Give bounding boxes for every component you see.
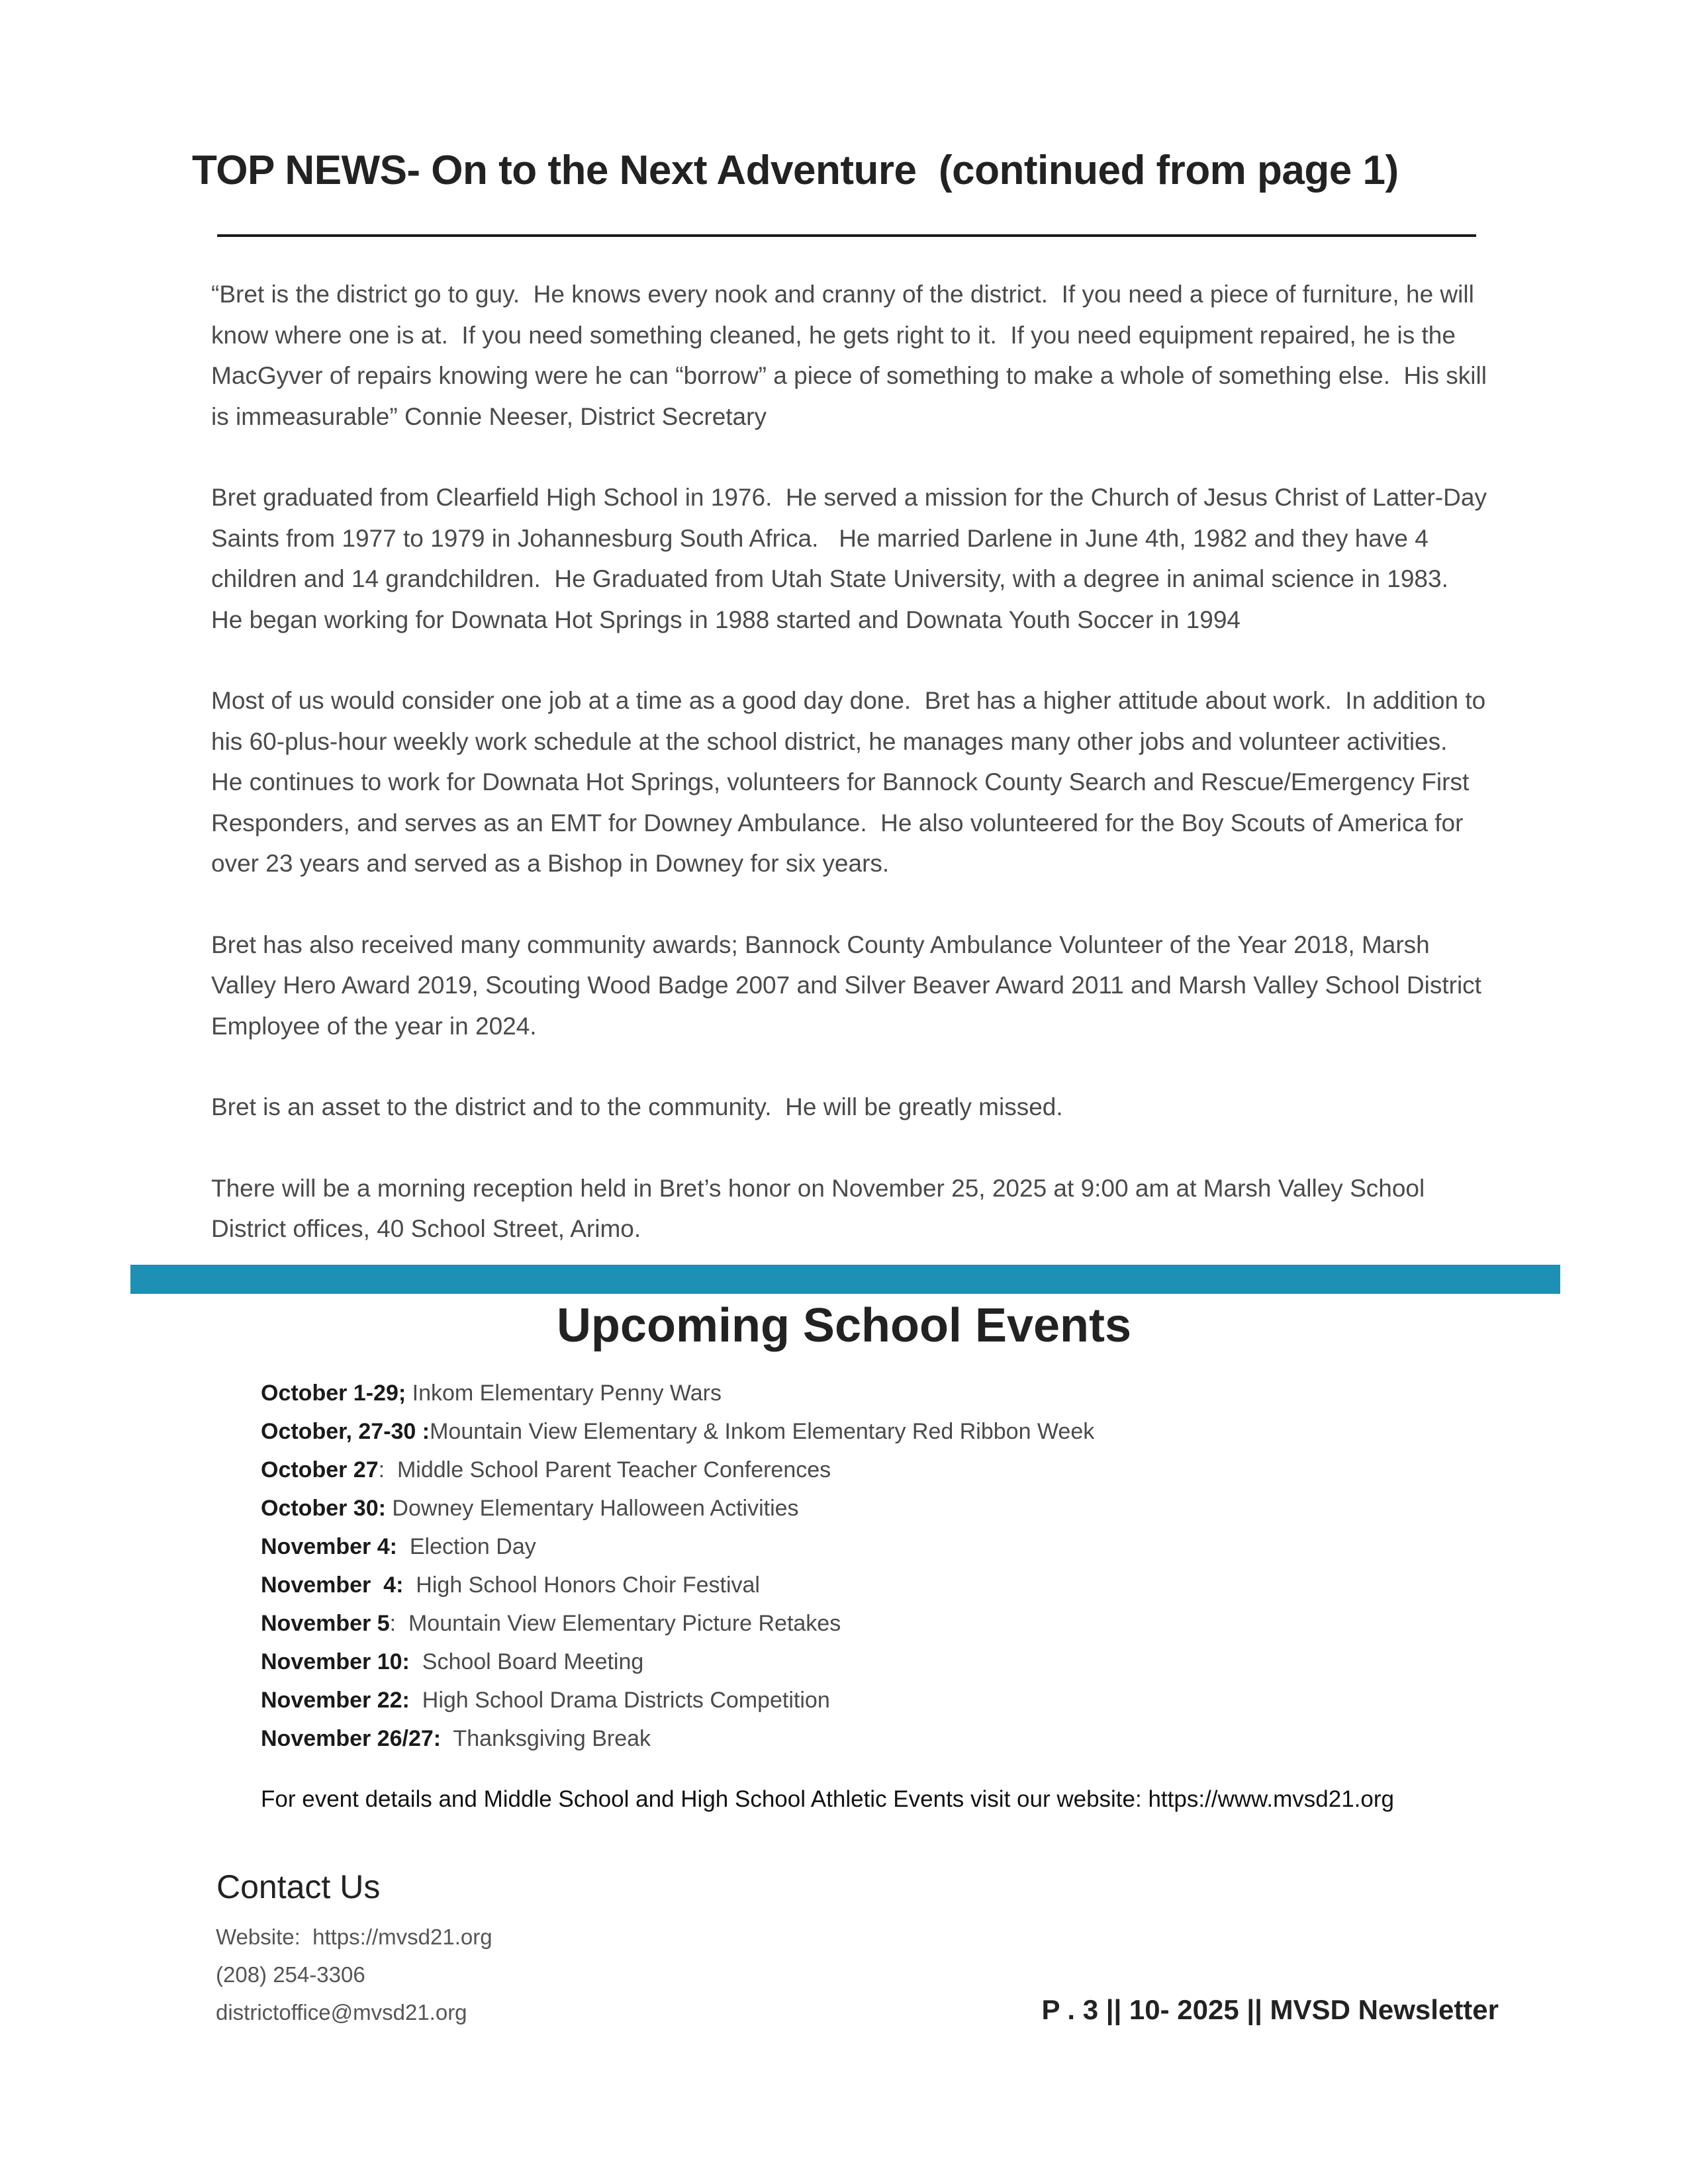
event-date: November 4: [261,1572,404,1598]
contact-email[interactable]: districtoffice@mvsd21.org [216,2000,467,2025]
event-description: High School Honors Choir Festival [403,1572,760,1598]
event-date: November 5 [261,1611,390,1636]
events-website-note: For event details and Middle School and High School Athletic Events visit our website: https://www.mvsd21.org [261,1786,1394,1812]
article-title: TOP NEWS- On to the Next Adventure (continued from page 1) [192,148,1399,193]
event-item [261,1643,1094,1681]
contact-title: Contact Us [216,1868,381,1905]
event-item [261,1566,1094,1604]
events-list [261,1374,1094,1758]
event-description: Mountain View Elementary & Inkom Elementary Red Ribbon Week [430,1419,1095,1444]
article-paragraph: Bret is an asset to the district and to the community. He will be greatly missed. [211,1093,1063,1120]
event-item [261,1719,1094,1758]
event-item [261,1412,1094,1451]
event-date: November 26/27: [261,1726,442,1751]
event-description: : Mountain View Elementary Picture Retakes [389,1611,841,1636]
contact-phone: (208) 254-3306 [216,1962,365,1987]
event-date: October 27 [261,1457,379,1482]
article-paragraph: Bret has also received many community awards; Bannock County Ambulance Volunteer of the Year 2018, Marsh Valley Hero Award 2019, Scouting Wood Badge 2007 and Silver Beaver Award 2011 and Marsh Valley School District Employee of the year in 2024. [211,931,1489,1040]
event-description: Thanksgiving Break [441,1726,651,1751]
event-description: High School Drama Districts Competition [409,1688,830,1713]
event-description: Inkom Elementary Penny Wars [406,1381,722,1406]
event-item [261,1527,1094,1566]
event-date: October, 27-30 : [261,1419,430,1444]
event-description: Election Day [397,1534,536,1559]
article-paragraph: “Bret is the district go to guy. He knows every nook and cranny of the district. If you need a piece of furniture, he will know where one is at. If you need something cleaned, he gets right to it. If you need equipment repaired, he is the MacGyver of repairs knowing were he can “borrow” a piece of something to make a whole of something else. His skill is immeasurable” Connie Neeser, District Secretary [211,281,1494,430]
event-description: Downey Elementary Halloween Activities [385,1496,799,1521]
events-title: Upcoming School Events [556,1299,1132,1352]
event-date: November 22: [261,1688,410,1713]
contact-website[interactable]: Website: https://mvsd21.org [216,1925,492,1949]
event-item [261,1451,1094,1489]
event-date: November 10: [261,1649,410,1674]
contact-details [216,1918,492,2031]
event-date: October 1-29; [261,1381,406,1406]
event-date: October 30: [261,1496,386,1521]
article-paragraph: Most of us would consider one job at a time as a good day done. Bret has a higher attitude about work. In addition to his 60-plus-hour weekly work schedule at the school district, he manages many other jobs and volunteer activities. He continues to work for Downata Hot Springs, volunteers for Bannock County Search and Rescue/Emergency First Responders, and serves as an EMT for Downey Ambulance. He also volunteered for the Boy Scouts of America for over 23 years and served as a Bishop in Downey for six years. [211,687,1493,877]
event-item [261,1489,1094,1527]
article-body [211,274,1494,1290]
article-paragraph: There will be a morning reception held in Bret’s honor on November 25, 2025 at 9:00 am at Marsh Valley School District offices, 40 School Street, Arimo. [211,1174,1432,1242]
event-item [261,1681,1094,1719]
event-date: November 4: [261,1534,397,1559]
article-paragraph: Bret graduated from Clearfield High School in 1976. He served a mission for the Church of Jesus Christ of Latter-Day Saints from 1977 to 1979 in Johannesburg South Africa. He married Darlene in June 4th, 1982 and they have 4 children and 14 grandchildren. He Graduated from Utah State University, with a degree in animal science in 1983. He began working for Downata Hot Springs in 1988 started and Downata Youth Soccer in 1994 [211,484,1494,633]
event-description: School Board Meeting [409,1649,644,1674]
title-divider [217,234,1476,237]
section-band [130,1265,1560,1294]
page-footer: P . 3 || 10- 2025 || MVSD Newsletter [1041,1994,1499,2025]
event-item [261,1604,1094,1643]
event-item [261,1374,1094,1412]
event-description: : Middle School Parent Teacher Conferences [378,1457,831,1482]
